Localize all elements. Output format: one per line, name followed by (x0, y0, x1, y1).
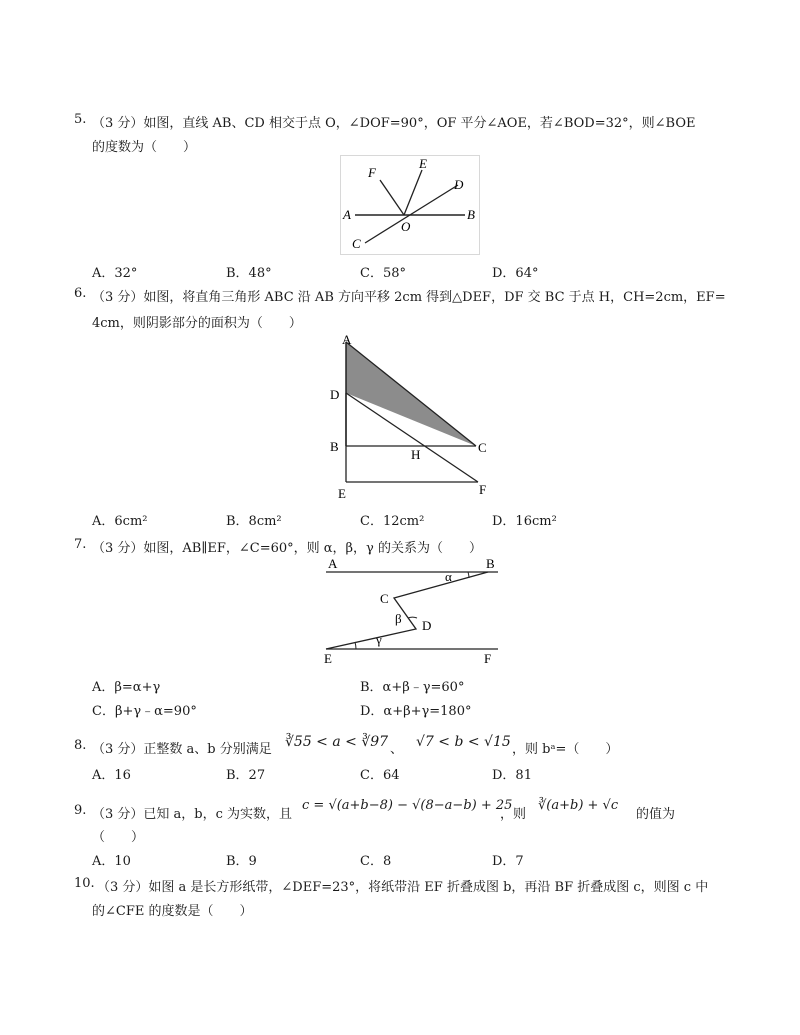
q8-option-a: A．16 (92, 768, 131, 783)
q7-label-b: B (486, 556, 495, 571)
q6-label-a: A (342, 332, 352, 347)
q7-label-c: C (380, 591, 389, 606)
q8-condition-b: √7 < b < √15 (416, 734, 511, 750)
q7-option-a: A．β=α+γ (92, 680, 161, 695)
q8-condition-a: ∛55 < a < ∛97 (285, 734, 389, 750)
q6-option-d: D．16cm² (492, 514, 557, 529)
q10-stem-line1: （3 分）如图 a 是长方形纸带，∠DEF=23°，将纸带沿 EF 折叠成图 b，再沿 BF 折叠成图 c，则图 c 中 (97, 880, 709, 895)
q9-stem-line2: （ ） (92, 830, 145, 845)
q5-number: 5. (74, 112, 87, 127)
q7-option-b: B．α+β﹣γ=60° (360, 680, 465, 695)
q7-option-c: C．β+γ﹣α=90° (92, 704, 197, 719)
q9-number: 9. (74, 803, 87, 818)
q6-label-b: B (330, 439, 339, 454)
q6-label-h: H (411, 447, 421, 462)
q5-label-c: C (352, 236, 361, 251)
q9-stem-before: （3 分）已知 a，b，c 为实数，且 (92, 807, 293, 822)
q9-option-d: D．7 (492, 854, 524, 869)
q6-label-d: D (330, 387, 340, 402)
q5-label-o: O (401, 219, 411, 234)
q7-option-d: D．α+β+γ=180° (360, 704, 472, 719)
q6-label-e: E (338, 486, 346, 501)
q10-number: 10. (74, 876, 95, 891)
q7-label-f: F (484, 651, 492, 666)
q7-label-gamma: γ (376, 632, 382, 647)
q8-option-d: D．81 (492, 768, 532, 783)
q5-label-f: F (368, 165, 376, 180)
q7-label-e: E (324, 651, 332, 666)
q7-label-d: D (422, 618, 432, 633)
q6-option-a: A．6cm² (92, 514, 148, 529)
q5-label-e: E (419, 156, 427, 171)
q9-stem-after: 的值为 (636, 807, 676, 822)
q5-option-c: C．58° (360, 266, 406, 281)
q5-label-d: D (454, 177, 464, 192)
q5-label-a: A (343, 207, 351, 222)
q5-stem-line2: 的度数为（ ） (92, 140, 197, 155)
q7-number: 7. (74, 537, 87, 552)
q9-stem-mid: ，则 (500, 807, 527, 822)
q10-stem-line2: 的∠CFE 的度数是（ ） (92, 904, 253, 919)
q5-option-a: A．32° (92, 266, 138, 281)
q8-number: 8. (74, 738, 87, 753)
q6-stem-line2: 4cm，则阴影部分的面积为（ ） (92, 316, 302, 331)
q6-label-c: C (478, 440, 487, 455)
q8-option-b: B．27 (226, 768, 266, 783)
q5-option-b: B．48° (226, 266, 272, 281)
q8-stem-before: （3 分）正整数 a、b 分别满足 (92, 742, 272, 757)
q6-option-c: C．12cm² (360, 514, 425, 529)
q6-number: 6. (74, 286, 87, 301)
q9-equation: c = √(a+b−8) − √(8−a−b) + 25 (302, 798, 513, 813)
q9-option-b: B．9 (226, 854, 257, 869)
q6-figure (326, 332, 496, 502)
q5-figure (340, 155, 480, 255)
q7-label-beta: β (395, 611, 402, 626)
q5-option-d: D．64° (492, 266, 539, 281)
q7-label-a: A (328, 556, 338, 571)
q5-label-b: B (467, 207, 475, 222)
q7-label-alpha: α (445, 569, 452, 584)
q7-stem-line1: （3 分）如图，AB∥EF，∠C=60°，则 α，β，γ 的关系为（ ） (92, 541, 482, 556)
q6-label-f: F (479, 482, 487, 497)
q5-stem-line1: （3 分）如图，直线 AB、CD 相交于点 O，∠DOF=90°，OF 平分∠AOE，若∠BOD=32°，则∠BOE (92, 116, 696, 131)
q6-stem-line1: （3 分）如图，将直角三角形 ABC 沿 AB 方向平移 2cm 得到△DEF，DF 交 BC 于点 H，CH=2cm，EF= (92, 290, 726, 305)
q9-option-c: C．8 (360, 854, 392, 869)
q8-separator: 、 (390, 742, 404, 757)
q6-option-b: B．8cm² (226, 514, 282, 529)
q9-expression: ∛(a+b) + √c (538, 798, 619, 813)
q8-stem-after: ，则 bᵃ=（ ） (512, 742, 619, 757)
q8-option-c: C．64 (360, 768, 400, 783)
q9-option-a: A．10 (92, 854, 131, 869)
q7-figure (318, 556, 502, 666)
